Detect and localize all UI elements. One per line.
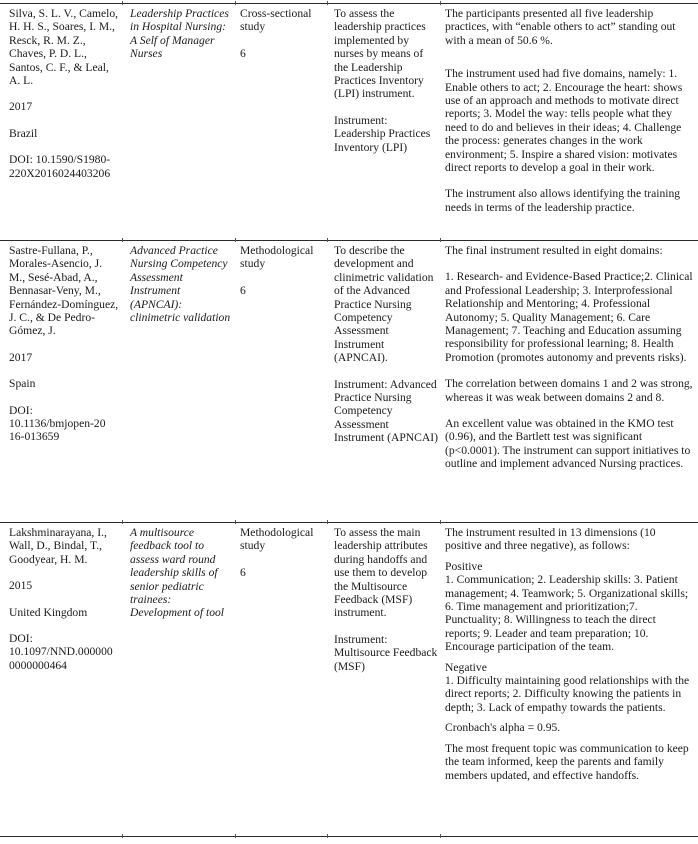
title-cell [122,241,235,522]
result-subheading-negative: Negative [445,660,487,674]
instrument-name: Instrument: Multisource Feedback (MSF) [334,632,438,673]
column-divider [327,520,328,524]
result-paragraph: The correlation between domains 1 and 2 was strong, whereas it was weak between domains 2 and 8. [445,377,693,404]
authors: Silva, S. L. V., Camelo, H. H. S., Soares, I. M., Resck, R. M. Z., Chaves, P. D. L., Santos, C. F., & Leal, A. L. [9,7,119,88]
result-paragraph: 1. Communication; 2. Leadership skills: 3. Patient management; 4. Teamwork; 5. Organizational skills; 6. Time management and prioritization;7. Punctuality; 8. Willingness to teach the direct reports; 9. Leader and team preparation; 10. Encourage participation of the team. [445,573,689,654]
design-cell [235,4,327,240]
objective-cell [327,4,440,240]
doi: 10.1097/NND.0000000000000464 [9,645,113,672]
table-row [0,3,698,240]
authors: Lakshminarayana, I., Wall, D., Bindal, T., Goodyear, H. M. [9,526,107,566]
study-objective: To assess the main leadership attributes during handoffs and use them to develop the Multisource Feedback (MSF) instrument. [334,526,428,620]
doi: 10.1136/bmjopen-2016-013659 [9,417,106,444]
author-cell [0,523,122,836]
country: United Kingdom [9,605,88,619]
result-paragraph: The most frequent topic was communication to keep the team informed, keep the parents and family members updated, and effective handoffs. [445,741,689,782]
column-divider [122,520,123,524]
title-cell [122,4,235,240]
column-divider [327,834,328,838]
authors: Sastre-Fullana, P., Morales-Asencio, J. M., Sesé-Abad, A., Bennasar-Veny, M., Fernández-Domínguez, J. C., & De Pedro-Gómez, J. [9,244,119,338]
objective-cell [327,241,440,522]
studies-table [0,3,698,841]
column-divider [440,1,441,5]
title-cell [122,523,235,836]
results-cell [440,4,698,240]
results-cell [440,523,698,836]
study-design: Methodological study [240,526,314,553]
study-title: A multisource feedback tool to assess ward round leadership skills of senior pediatric trainees: Development of tool [130,526,225,620]
column-divider [440,520,441,524]
doi: DOI: 10.1590/S1980-220X2016024403206 [9,153,111,180]
author-cell [0,4,122,240]
study-title: Advanced Practice Nursing Competency Assessment Instrument (APNCAI): clinimetric validation [130,244,231,325]
table-row [0,522,698,836]
column-divider [122,238,123,242]
publication-year: 2015 [9,579,33,593]
evidence-level: 6 [240,283,246,297]
evidence-level: 6 [240,46,246,60]
study-objective: To describe the development and clinimetric validation of the Advanced Practice Nursing Competency Assessment Instrument (APNCAI). [334,244,434,365]
country: Spain [9,377,36,391]
column-divider [440,238,441,242]
design-cell [235,523,327,836]
column-divider [327,238,328,242]
result-paragraph: The instrument also allows identifying the training needs in terms of the leadership practice. [445,187,681,214]
result-subheading-positive: Positive [445,559,483,573]
instrument-name: Instrument: Advanced Practice Nursing Competency Assessment Instrument (APNCAI) [334,377,439,445]
column-divider [327,1,328,5]
doi-label: DOI: [9,632,33,646]
result-paragraph: 1. Research- and Evidence-Based Practice;2. Clinical and Professional Leadership; 3. Interprofessional Relationship and Mentoring; 4. Professional Autonomy; 5. Quality Management; 6. Care Management; 7. Teaching and Education assuming responsibility for professional learning; 8. Health Promotion (promotes autonomy and prevents risks). [445,270,693,364]
study-title: Leadership Practices in Hospital Nursing: A Self of Manager Nurses [130,7,229,61]
country: Brazil [9,126,38,140]
evidence-level: 6 [240,565,246,579]
table-bottom-rule [0,836,698,841]
author-cell [0,241,122,522]
result-paragraph: The instrument used had five domains, namely: 1. Enable others to act; 2. Encourage the heart: shows use of an approach and methods to motivate direct reports; 3. Model the way: tells people what they need to do and believes in their ideas; 4. Challenge the process: generates changes in the work environment; 5. Inspire a shared vision: motivates direct reports to develop a goal in their work. [445,67,683,175]
result-paragraph: The participants presented all five leadership practices, with “enable others to act” standing out with a mean of 50.6 %. [445,7,676,47]
instrument-name: Instrument: Leadership Practices Inventory (LPI) [334,113,431,154]
column-divider [235,834,236,838]
table-row [0,240,698,522]
column-divider [235,1,236,5]
design-cell [235,241,327,522]
column-divider [122,1,123,5]
publication-year: 2017 [9,350,33,364]
result-paragraph: The final instrument resulted in eight domains: [445,244,663,257]
study-design: Methodological study [240,244,314,271]
study-objective: To assess the leadership practices implemented by nurses by means of the Leadership Practices Inventory (LPI) instrument. [334,7,426,101]
results-cell [440,241,698,522]
result-paragraph: 1. Difficulty maintaining good relationships with the direct reports; 2. Difficulty knowing the patients in depth; 3. Lack of empathy towards the patients. [445,674,690,714]
publication-year: 2017 [9,100,33,114]
column-divider [440,834,441,838]
objective-cell [327,523,440,836]
column-divider [235,520,236,524]
column-divider [235,238,236,242]
column-divider [122,834,123,838]
study-design: Cross-sectional study [240,7,312,34]
doi-label: DOI: [9,403,33,417]
result-paragraph: An excellent value was obtained in the KMO test (0.96), and the Bartlett test was significant (p<0.0001). The instrument can support initiatives to outline and implement advanced Nursing practices. [445,417,691,471]
result-paragraph: Cronbach's alpha = 0.95. [445,721,561,735]
result-paragraph: The instrument resulted in 13 dimensions (10 positive and three negative), as follows: [445,526,656,553]
